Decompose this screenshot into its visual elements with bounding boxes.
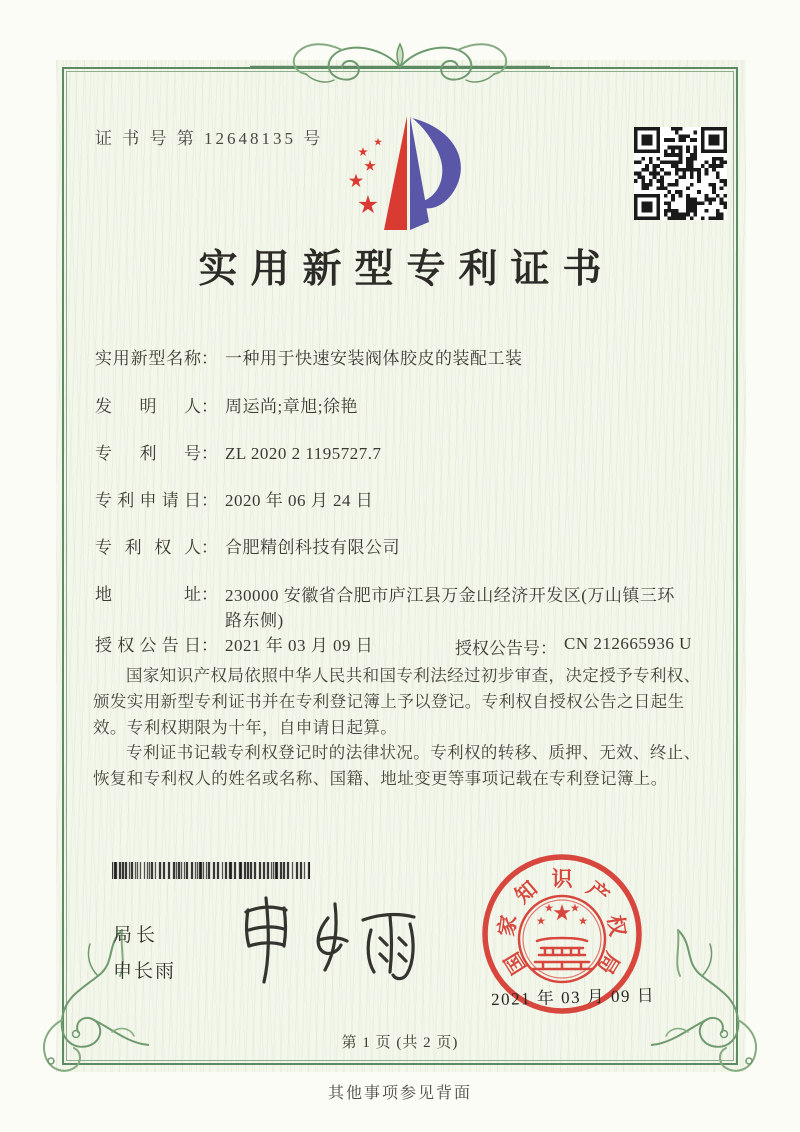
- svg-text:产: 产: [582, 876, 614, 909]
- field-label: 发明人: [95, 397, 201, 416]
- legal-paragraph-1: 国家知识产权局依照中华人民共和国专利法经过初步审查，决定授予专利权、颁发实用新型专利证书并在专利登记簿上予以登记。专利权自授权公告之日起生效。专利权期限为十年，自申请日起算。: [93, 666, 701, 737]
- signer-title: 局长: [113, 925, 160, 946]
- legal-text: [93, 663, 710, 792]
- field-inventors: 发明人： 周运尚;章旭;徐艳: [95, 395, 358, 419]
- field-value: 一种用于快速安装阀体胶皮的装配工装: [225, 349, 523, 368]
- field-grant-date: 授权公告日： 2021 年 03 月 09 日: [95, 634, 373, 658]
- field-value: ZL 2020 2 1195727.7: [225, 444, 382, 463]
- field-filing-date: 专利申请日： 2020 年 06 月 24 日: [95, 489, 373, 513]
- qr-code-icon: [634, 127, 727, 220]
- field-label: 授权公告日: [95, 636, 201, 655]
- field-label: 授权公告号: [455, 639, 540, 658]
- field-label: 专利权人: [95, 538, 201, 557]
- field-value: CN 212665936 U: [564, 634, 692, 653]
- field-value: 周运尚;章旭;徐艳: [225, 397, 358, 416]
- field-label: 地址: [95, 585, 201, 604]
- certificate-title: 实用新型专利证书: [198, 248, 615, 291]
- page-number: 第 1 页 (共 2 页): [341, 1035, 459, 1051]
- handwritten-signature-icon: [232, 890, 422, 990]
- field-label: 专利申请日: [95, 491, 201, 510]
- cnipa-logo-icon: [330, 108, 485, 238]
- svg-text:家: 家: [494, 913, 522, 938]
- back-side-note: 其他事项参见背面: [327, 1085, 472, 1102]
- field-label: 实用新型名称: [95, 349, 201, 368]
- field-patent-number: 专利号： ZL 2020 2 1195727.7: [95, 442, 382, 466]
- field-value: 2020 年 06 月 24 日: [225, 491, 374, 510]
- field-grant-number: 授权公告号： CN 212665936 U: [455, 634, 692, 658]
- field-value: 230000 安徽省合肥市庐江县万金山经济开发区(万山镇三环路东侧): [225, 586, 675, 630]
- svg-text:识: 识: [551, 867, 573, 891]
- field-patentee: 专利权人： 合肥精创科技有限公司: [95, 536, 400, 560]
- field-value: 合肥精创科技有限公司: [225, 538, 400, 557]
- seal-date: 2021 年 03 月 09 日: [490, 985, 656, 1010]
- svg-text:局: 局: [592, 947, 625, 979]
- field-value: 2021 年 03 月 09 日: [225, 636, 374, 655]
- field-utility-model-name: 实用新型名称： 一种用于快速安装阀体胶皮的装配工装: [95, 347, 523, 371]
- barcode-icon: [112, 862, 310, 879]
- svg-text:国: 国: [499, 947, 532, 979]
- national-emblem-icon: [519, 896, 605, 982]
- svg-text:权: 权: [602, 913, 630, 938]
- field-address: 地址： 230000 安徽省合肥市庐江县万金山经济开发区(万山镇三环路东侧): [95, 583, 680, 633]
- legal-paragraph-2: 专利证书记载专利权登记时的法律状况。专利权的转移、质押、无效、终止、恢复和专利权人的姓名或名称、国籍、地址变更等事项记载在专利登记簿上。: [93, 743, 701, 789]
- certificate-number: 证 书 号 第 12648135 号: [95, 129, 324, 148]
- signer-name: 申长雨: [113, 961, 177, 982]
- svg-text:知: 知: [510, 876, 542, 909]
- field-label: 专利号: [95, 444, 201, 463]
